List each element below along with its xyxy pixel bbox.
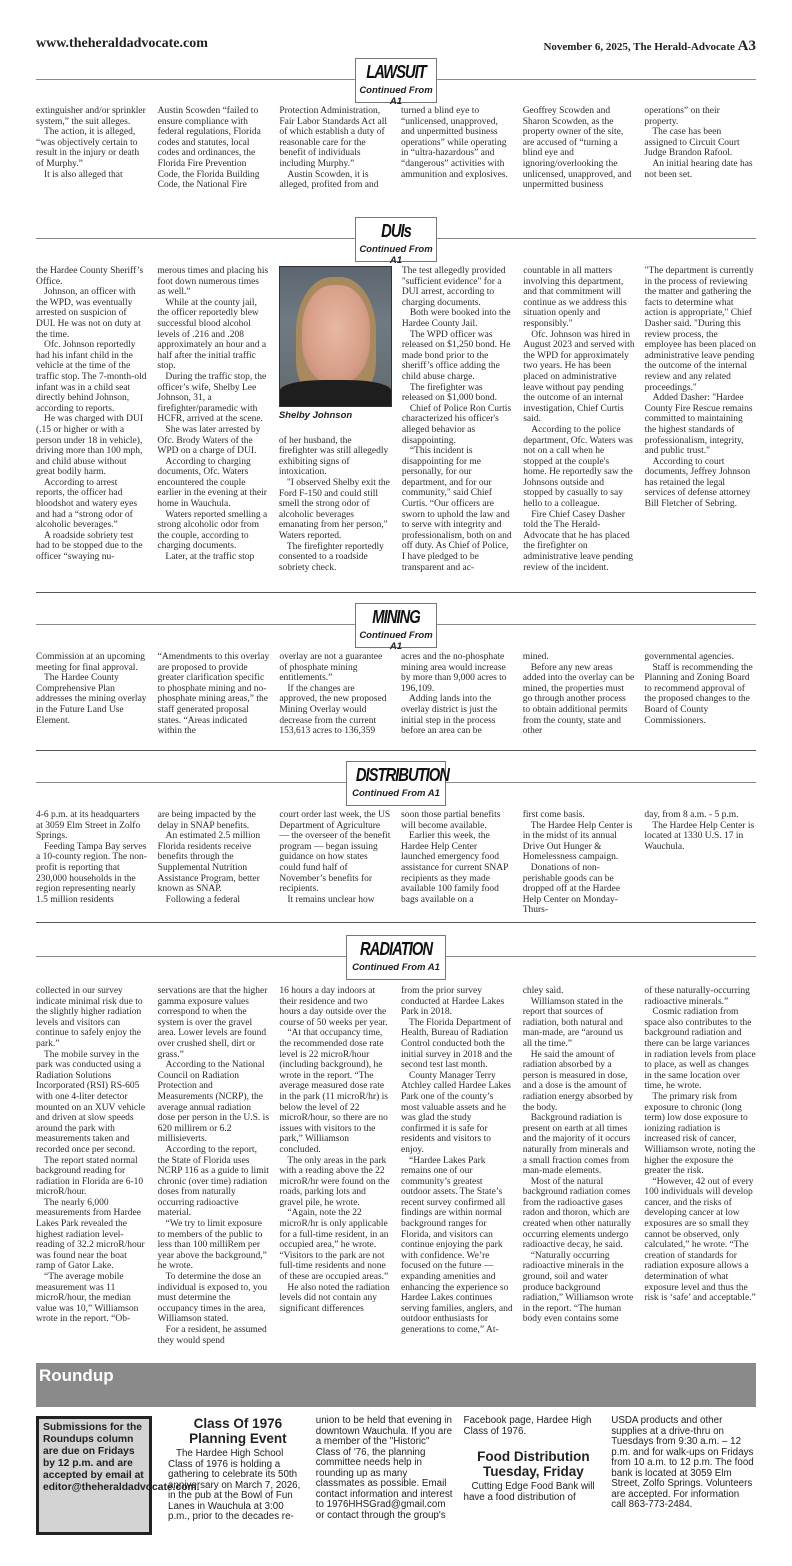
- paragraph: Adding lands into the overlay district is just the initial step in the process before an area can be: [401, 694, 498, 737]
- paragraph: acres and the no-phosphate mining area would increase by more than 9,000 acres to 196,109.: [401, 652, 507, 694]
- duis-columns: [36, 266, 756, 573]
- jump-head-box: [346, 935, 446, 980]
- paragraph: extinguisher and/or sprinkler system,” the suit alleges.: [36, 106, 146, 127]
- page-info: [543, 38, 756, 55]
- section-divider: [36, 750, 756, 751]
- article-column: [36, 106, 148, 191]
- paragraph: According to charging documents, Ofc. Waters encountered the couple earlier in the evening at their home in Wauchula.: [157, 456, 267, 510]
- paragraph: According to the police department, Ofc. Waters was not on a call when he stopped at the couple's home. He reportedly saw the Johnsons outside and stopped by casually to say hello to a colleague.: [523, 424, 633, 510]
- paragraph: During the traffic stop, the officer’s wife, Shelby Lee Johnson, 31, a firefighter/paramedic with HCFR, arrived at the scene.: [157, 371, 267, 425]
- paragraph: The Hardee Help Center is located at 1330 U.S. 17 in Wauchula.: [644, 820, 755, 852]
- paragraph: Earlier this week, the Hardee Help Center launched emergency food assistance for current SNAP recipients as they made available 100 family food bags available on a: [401, 831, 509, 905]
- article-column: [36, 266, 147, 573]
- paragraph: She was later arrested by Ofc. Brody Waters of the WPD on a charge of DUI.: [157, 424, 261, 457]
- roundup-col-3: [464, 1416, 604, 1535]
- date-paper: November 6, 2025, The Herald-Advocate: [543, 41, 735, 53]
- article-column: [36, 986, 148, 1346]
- paragraph: merous times and placing his foot down numerous times as well.”: [157, 266, 269, 298]
- paragraph: operations” on their property.: [644, 106, 720, 127]
- paragraph: overlay are not a guarantee of phosphate mining entitlements.”: [279, 652, 383, 684]
- jump-head-box: [355, 58, 437, 107]
- food-distribution-body: Cutting Edge Food Bank will have a food distribution of: [463, 1481, 595, 1503]
- paragraph: He also noted the radiation levels did not contain any significant differences: [279, 1282, 390, 1314]
- article-column: [158, 106, 270, 191]
- paragraph: Donations of non-perishable goods can be dropped off at the Hardee Help Center on Monday-Thurs-: [522, 862, 621, 916]
- paragraph: The action, it is alleged, “was objectively certain to result in the injury or death of Murphy.”: [36, 127, 140, 169]
- photo-face: [302, 285, 370, 383]
- article-column: [157, 266, 268, 573]
- lawsuit-section-head: [36, 59, 756, 107]
- submission-note: Submissions for the Roundups column are due on Fridays by 12 p.m. and are accepted by email at editor@theheraldadvocate.com.: [43, 1422, 200, 1493]
- jump-head-box: [355, 603, 437, 652]
- class-event-body-cont2: Facebook page, Hardee High Class of 1976.: [463, 1415, 592, 1437]
- paragraph: Background radiation is present on earth at all times and the majority of it occurs naturally from minerals and a small fraction comes from man-made elements.: [522, 1113, 631, 1177]
- article-column: [523, 986, 635, 1346]
- paragraph: “At that occupancy time, the recommended dose rate level is 22 microR/hour (including background), he wrote in the report. “The average measured dose rate in the park (11 microR/hr) is below the level of 22 microR/hour, so there are no issues with visitors to the park,” Williamson concluded.: [279, 1028, 388, 1155]
- mugshot-photo: [279, 266, 392, 407]
- submission-note-box: [36, 1416, 200, 1535]
- article-column: [644, 106, 756, 191]
- paragraph: If the changes are approved, the new proposed Mining Overlay would decrease from the current 153,613 acres to 136,359: [279, 683, 387, 737]
- paragraph: A roadside sobriety test had to be stopped due to the officer “swaying nu-: [36, 530, 143, 563]
- paragraph: Austin Scowden, it is alleged, profited from and: [279, 169, 379, 191]
- roundup-banner: [36, 1363, 756, 1407]
- paragraph: “This incident is disappointing for me personally, for our department, and for our community," said Chief Curtis. “Our officers are sworn to uphold the law and to serve with integrity and professionalism, both on and off duty. As Chief of Police, I have pledged to be transparent and ac-: [401, 446, 512, 573]
- section-divider: [36, 922, 756, 923]
- jump-head-box: [346, 761, 449, 806]
- paragraph: The Hardee Help Center is in the midst of its annual Drive Out Hunger & Homelessness campaign.: [522, 820, 633, 863]
- article-column: [523, 106, 635, 191]
- paragraph: Feeding Tampa Bay serves a 10-county region. The non-profit is reporting that 230,000 households in the region representing nearly 1.5 million residents: [36, 841, 147, 905]
- photo-caption: Shelby Johnson: [278, 410, 353, 421]
- section-title: RADIATION: [359, 939, 433, 959]
- class-event-body: The Hardee High School Class of 1976 is holding a gathering to celebrate its 50th anniversary on March 7, 2026, in the pub at the Bowl of Fun Lanes in Wauchula at 3:00 p.m., prior to the decades re-: [168, 1448, 301, 1522]
- paragraph: "The department is currently in the process of reviewing the matter and gathering the facts to determine what action is appropriate," Chief Dasher said. "During this review process, the employee has been placed on administrative leave pending the outcome of the internal review and any related proceedings.": [644, 266, 756, 393]
- paragraph: The mobile survey in the park was conducted using a Radiation Solutions Incorporated (RSI) RS-605 with one 4-liter detector mounted on an XUV vehicle and driven at slow speeds around the park with measurements taken and recorded once per second.: [36, 1049, 146, 1155]
- paragraph: “Again, note the 22 microR/hr is only applicable for a full-time resident, in an occupied area,” he wrote. “Visitors to the park are not full-time residents and none of these are occupied areas.”: [279, 1208, 389, 1283]
- roundup-columns: [36, 1416, 756, 1535]
- jump-head-box: [355, 217, 437, 266]
- article-column: [523, 810, 635, 916]
- paragraph: “However, 42 out of every 100 individuals will develop cancer, and the risks of developing cancer at low exposures are so small they cannot be observed, only calculated,” he wrote. “The creation of standards for radiation exposure allows a determination of what exposure level and thus the risk is ‘safe’ and acceptable.”: [644, 1176, 756, 1304]
- site-url[interactable]: www.theheraldadvocate.com: [36, 36, 208, 51]
- paragraph: of these naturally-occurring radioactive minerals.”: [644, 986, 750, 1007]
- paragraph: “Naturally occurring radioactive minerals in the ground, soil and water produce background radiation,” Williamson wrote in the report. “The human body even contains some: [522, 1250, 634, 1325]
- article-column: [36, 652, 148, 737]
- article-column: [644, 652, 756, 737]
- article-column: [279, 106, 391, 191]
- article-column: [401, 652, 513, 737]
- section-title: DUIs: [381, 221, 411, 241]
- article-column: [279, 986, 391, 1346]
- article-column: [158, 652, 270, 737]
- article-column: [401, 986, 513, 1346]
- paragraph: “Hardee Lakes Park remains one of our community’s greatest outdoor assets. The State’s recent survey confirmed all findings are within normal background ranges for Florida, and visitors can continue enjoying the park with confidence. We’re focused on the future — expanding amenities and enhancing the experience so Hardee Lakes continues serving families, anglers, and outdoor enthusiasts for generations to come,” At-: [401, 1155, 513, 1335]
- paragraph: The only areas in the park with a reading above the 22 microR/hr were found on the roads, parking lots and gravel pile, he wrote.: [279, 1155, 390, 1208]
- class-event-body-cont: union to be held that evening in downtown Wauchula. If you are a member of the "Historic" Class of '76, the planning committee needs help in rounding up as many classmates as possible. Email contact information and interest to 1976HHSGrad@gmail.com or contact through the group's: [315, 1415, 453, 1521]
- roundup-col-4: [611, 1416, 756, 1535]
- paragraph: Geoffrey Scowden and Sharon Scowden, as the property owner of the site, are accused of “turning a blind eye and ignoring/overlooking the unlicensed, unapproved, and unpermitted business: [522, 106, 632, 191]
- paragraph: Johnson, an officer with the WPD, was eventually arrested on suspicion of DUI. He was not on duty at the time.: [36, 287, 141, 340]
- paragraph: The primary risk from exposure to chronic (long term) low dose exposure to ionizing radiation is increased risk of cancer, Williamson wrote, noting the higher the exposure the greater the risk.: [644, 1091, 756, 1177]
- food-distribution-headline: Food Distribution Tuesday, Friday: [477, 1449, 590, 1479]
- paragraph: Ofc. Johnson reportedly had his infant child in the vehicle at the time of the traffic stop. The 7-month-old infant was in a child seat directly behind Johnson, according to reports.: [36, 340, 147, 414]
- paragraph: Following a federal: [165, 894, 241, 905]
- paragraph: Cosmic radiation from space also contributes to the background radiation and there can be large variances in radiation levels from place to place, as well as changes in the same location over time, he wrote.: [644, 1007, 756, 1092]
- paragraph: The case has been assigned to Circuit Court Judge Brandon Rafool.: [644, 127, 740, 159]
- paragraph: According to the National Council on Radiation Protection and Measurements (NCRP), the average annual radiation dose per person in the U.S. is 620 millirem or 6.2 millisieverts.: [157, 1060, 270, 1145]
- article-column: [158, 810, 270, 916]
- paragraph: 4-6 p.m. at its headquarters at 3059 Elm Street in Zolfo Springs.: [36, 810, 141, 842]
- article-column: [402, 266, 513, 573]
- continued-label: Continued From A1: [359, 244, 433, 266]
- paragraph: turned a blind eye to “unlicensed, unapproved, and unpermitted business operations” while operating in “ultra-hazardous” and “dangerous” activities with ammunition and explosives.: [401, 106, 508, 180]
- paragraph: The WPD officer was released on $1,250 bond. He made bond prior to the sheriff’s office adding the child abuse charge.: [401, 329, 511, 382]
- paragraph: The report stated normal background reading for radiation in Florida are 6-10 microR/hour.: [36, 1155, 144, 1198]
- paragraph: Williamson stated in the report that sources of radiation, both natural and man-made, are “around us all the time.”: [522, 996, 623, 1049]
- paragraph: countable in all matters involving this department, and that commitment will continue as we address this situation openly and responsibly.": [523, 266, 627, 329]
- continued-label: Continued From A1: [359, 630, 433, 652]
- paragraph: “We try to limit exposure to members of the public to less than 100 milliRem per year above the background,” he wrote.: [157, 1219, 267, 1272]
- section-title: LAWSUIT: [366, 62, 426, 82]
- paragraph: An estimated 2.5 million Florida residents receive benefits through the Supplemental Nutrition Assistance Program, better known as SNAP.: [157, 831, 261, 895]
- paragraph: According to arrest reports, the officer had bloodshot and watery eyes and had a “strong odor of alcoholic beverages.”: [36, 477, 138, 531]
- paragraph: For a resident, he assumed they would spend: [157, 1325, 267, 1346]
- paragraph: Added Dasher: "Hardee County Fire Rescue remains committed to maintaining the highest standards of professionalism, integrity, and public trust.": [644, 393, 753, 457]
- paragraph: "I observed Shelby exit the Ford F-150 and could still smell the strong odor of alcoholic beverages emanating from her person," Waters reported.: [278, 477, 390, 541]
- paragraph: are being impacted by the delay in SNAP benefits.: [157, 810, 256, 831]
- paragraph: mined.: [522, 652, 549, 662]
- paragraph: The Florida Department of Health, Bureau of Radiation Control conducted both the initial survey in 2018 and the second test last month.: [401, 1017, 513, 1071]
- paragraph: Later, at the traffic stop: [165, 552, 255, 563]
- masthead: [36, 36, 756, 56]
- class-event-headline: Class Of 1976 Planning Event: [189, 1416, 287, 1446]
- paragraph: The test allegedly provided "sufficient evidence" for a DUI arrest, according to charging documents.: [401, 266, 506, 308]
- paragraph: Fire Chief Casey Dasher told the The Herald-Advocate that he has placed the firefighter on administrative leave pending review of the incident.: [523, 509, 633, 573]
- paragraph: An initial hearing date has not been set.: [644, 158, 753, 180]
- paragraph: collected in our survey indicate minimal risk due to the slightly higher radiation levels and visitors can continue to safely enjoy the park.”: [36, 986, 143, 1049]
- paragraph: soon those partial benefits will become available.: [401, 810, 501, 831]
- paragraph: The nearly 6,000 measurements from Hardee Lakes Park revealed the highest radiation level-reading of 32.2 microR/hour was found near the boat ramp of Gator Lake.: [36, 1197, 145, 1272]
- photo-shoulders: [280, 380, 391, 406]
- paragraph: 16 hours a day indoors at their residence and two hours a day outside over the course of 50 weeks per year.: [279, 986, 388, 1028]
- paragraph: chley said.: [522, 986, 564, 996]
- article-column: [523, 266, 634, 573]
- article-column: [644, 986, 756, 1346]
- paragraph: first come basis.: [522, 810, 585, 820]
- paragraph: Chief of Police Ron Curtis characterized his officer's alleged behavior as disappointing.: [401, 403, 512, 446]
- section-title: MINING: [372, 607, 420, 627]
- article-column: [279, 266, 392, 573]
- paragraph: governmental agencies.: [644, 652, 735, 662]
- article-column: [644, 810, 756, 916]
- paragraph: Staff is recommending the Planning and Zoning Board to recommend approval of the proposed changes to the Board of County Commissioners.: [644, 662, 753, 726]
- paragraph: “Amendments to this overlay are proposed to provide greater clarification specific to phosphate mining and no-phosphate mining areas,” the staff generated proposal states. “Areas indicated within the: [157, 652, 270, 737]
- paragraph: He said the amount of radiation absorbed by a person is measured in dose, and a dose is the amount of radiation energy absorbed by the body.: [522, 1049, 634, 1113]
- paragraph: Commission at an upcoming meeting for final approval.: [36, 652, 145, 673]
- paragraph: The firefighter reportedly consented to a roadside sobriety check.: [278, 541, 384, 573]
- paragraph: To determine the dose an individual is exposed to, you must determine the occupancy times in the area, Williamson stated.: [157, 1272, 268, 1325]
- paragraph: It is also alleged that: [44, 169, 123, 180]
- article-column: [279, 810, 391, 916]
- paragraph: Before any new areas added into the overlay can be mined, the properties must go through another process to obtain additional permits from the county, state and other: [522, 662, 635, 737]
- paragraph: It remains unclear how: [287, 894, 375, 905]
- paragraph: According to court documents, Jeffrey Johnson has retained the legal services of defense attorney Bill Fletcher of Sebring.: [644, 456, 751, 510]
- paragraph: The Hardee County Comprehensive Plan addresses the mining overlay in the Future Land Use Element.: [36, 673, 147, 726]
- article-column: [523, 652, 635, 737]
- continued-label: Continued From A1: [352, 788, 440, 799]
- paragraph: Austin Scowden “failed to ensure compliance with federal regulations, Florida codes and statutes, local codes and ordinances, the Florida Fire Prevention Code, the Florida Building Code, the National Fire: [157, 106, 261, 191]
- distribution-section-head: [36, 762, 756, 802]
- article-column: [158, 986, 270, 1346]
- paragraph: of her husband, the firefighter was still allegedly exhibiting signs of intoxication.: [278, 435, 389, 478]
- paragraph: Waters reported smelling a strong alcoholic odor from the couple, according to charging documents.: [157, 509, 268, 552]
- paragraph: Both were booked into the Hardee County Jail.: [401, 308, 511, 329]
- food-distribution-body-cont: USDA products and other supplies at a drive-thru on Tuesdays from 9:30 a.m. – 12 p.m. and for walk-ups on Fridays from 10 a.m. to 12 p.m. The food bank is located at 3059 Elm Street, Zolfo Springs. Volunteers are accepted. For information call 863-773-2484.: [611, 1415, 754, 1510]
- article-column: [279, 652, 391, 737]
- section-title: DISTRIBUTION: [355, 765, 449, 785]
- paragraph: Protection Administration, Fair Labor Standards Act all of which establish a duty of reasonable care for the benefit of individuals including Murphy.”: [279, 106, 387, 169]
- paragraph: While at the county jail, the officer reportedly blew successful blood alcohol levels of .216 and .208 approximately an hour and a half after the initial traffic stop.: [157, 297, 267, 372]
- paragraph: “The average mobile measurement was 11 microR/hour, the median value was 10,” Williamson wrote in the report. “Ob-: [36, 1272, 139, 1325]
- paragraph: the Hardee County Sheriff’s Office.: [36, 266, 144, 287]
- radiation-section-head: [36, 936, 756, 976]
- mining-section-head: [36, 604, 756, 652]
- paragraph: County Manager Terry Atchley called Hardee Lakes Park one of the county’s most valuable assets and he was glad the study confirmed it is safe for residents and visitors to enjoy.: [401, 1070, 511, 1155]
- section-divider: [36, 592, 756, 593]
- article-column: [401, 106, 513, 191]
- paragraph: day, from 8 a.m. - 5 p.m.: [644, 810, 739, 820]
- article-column: [645, 266, 756, 573]
- paragraph: The firefighter was released on $1,000 bond.: [401, 382, 498, 404]
- roundup-col-1: [168, 1416, 308, 1535]
- article-column: [401, 810, 513, 916]
- paragraph: from the prior survey conducted at Hardee Lakes Park in 2018.: [401, 986, 505, 1018]
- paragraph: Ofc. Johnson was hired in August 2023 and served with the WPD for approximately two years. He has been placed on administrative leave without pay pending the outcome of an internal investigation, Chief Curtis said.: [523, 329, 635, 425]
- paragraph: According to the report, the State of Florida uses NCRP 116 as a guide to limit chronic (over time) radiation doses from naturally occurring radioactive material.: [157, 1144, 269, 1219]
- roundup-col-2: [316, 1416, 456, 1535]
- duis-section-head: [36, 218, 756, 266]
- radiation-columns: [36, 986, 756, 1346]
- paragraph: He was charged with DUI (.15 or higher or with a person under 18 in vehicle), driving more than 100 mph, and child abuse without great bodily harm.: [36, 414, 144, 478]
- article-column: [36, 810, 148, 916]
- continued-label: Continued From A1: [359, 85, 433, 107]
- paragraph: servations are that the higher gamma exposure values correspond to when the system is over the gravel area. Lower levels are found over crushed shell, dirt or grass.”: [157, 986, 268, 1060]
- page-number: A3: [737, 38, 756, 54]
- distribution-columns: [36, 810, 756, 916]
- continued-label: Continued From A1: [352, 962, 440, 973]
- paragraph: court order last week, the US Department of Agriculture — the overseer of the benefit program — began issuing guidance on how states could fund half of November’s benefits for recipients.: [279, 810, 391, 895]
- lawsuit-columns: [36, 106, 756, 191]
- roundup-title: Roundup: [39, 1366, 114, 1385]
- mining-columns: [36, 652, 756, 737]
- paragraph: Most of the natural background radiation comes from the radioactive gases radon and thoron, which are created when other naturally occurring elements undergo radioactive decay, he said.: [522, 1176, 632, 1251]
